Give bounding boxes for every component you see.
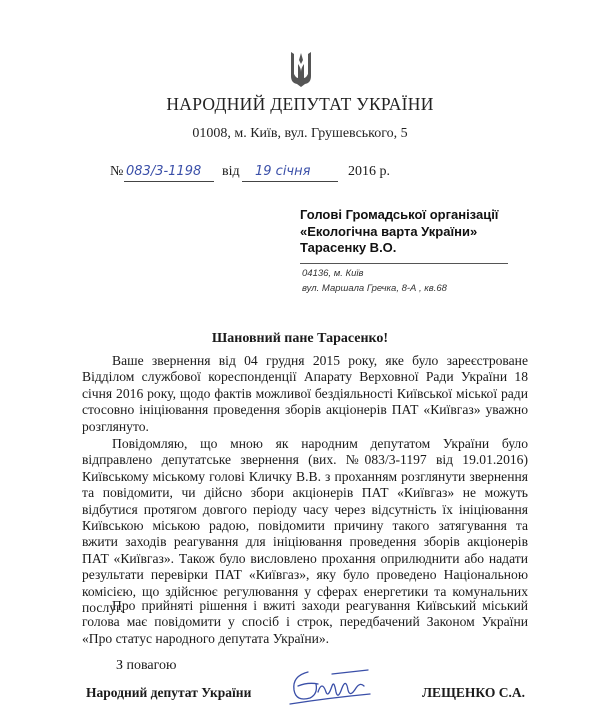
date-underline: [242, 181, 338, 182]
registration-number: 083/3-1198: [126, 164, 202, 179]
paragraph-2: [82, 436, 528, 616]
recipient-address-street: вул. Маршала Гречка, 8-А , кв.68: [302, 283, 447, 294]
recipient-block: [300, 207, 498, 257]
trident-icon: [288, 50, 314, 88]
registration-year: 2016 р.: [348, 164, 390, 179]
recipient-line-2: «Екологічна варта України»: [300, 223, 478, 239]
number-label: №: [110, 164, 124, 179]
org-address: 01008, м. Київ, вул. Грушевського, 5: [192, 126, 408, 141]
paragraph-1-text: Ваше звернення від 04 грудня 2015 року, яке було зареєстроване Відділом службової кореспонденції Апарату Верховної Ради України 18 січня 2016 року, щодо фактів можливої бездіяльності Київської міської ради стосовно ініціювання проведення зборів акціонерів ПАТ «Київгаз» уважно розглянуто.: [82, 353, 528, 434]
salutation: Шановний пане Тарасенко!: [211, 331, 389, 346]
date-label: від: [222, 164, 240, 179]
signature-icon: [288, 664, 372, 708]
number-underline: [124, 181, 214, 182]
paragraph-2-text: Повідомляю, що мною як народним депутатом України було відправлено депутатське звернення (вих. №083/3-1197 від 19.01.2016) Київському міському голові Кличку В.В. з проханням розглянути звернення та повідомити, чи дійсно збори акціонерів ПАТ «Київгаз» не можуть відбутися протягом довгого періоду часу через відсутність їх ініціювання Київською міською радою, повідомити причину такого затягування та вжити заходів реагування для ініціювання проведення зборів акціонерів ПАТ «Київгаз». Також було висловлено прохання оприлюднити або надати результати перевірки ПАТ «Київгаз», яку було проведено Національною комісією, що здійснює регулювання у сферах енергетики та комунальних послуг.: [82, 436, 528, 616]
recipient-divider: [300, 263, 508, 264]
paragraph-3: [82, 598, 528, 647]
registration-date: 19 січня: [255, 164, 311, 179]
recipient-name: Тарасенку В.О.: [300, 240, 397, 255]
signer-name: ЛЕЩЕНКО С.А.: [422, 685, 525, 700]
recipient-address: [302, 266, 447, 296]
closing-regards: З повагою: [116, 658, 177, 673]
signer-position: Народний депутат України: [86, 685, 252, 700]
org-title: НАРОДНИЙ ДЕПУТАТ УКРАЇНИ: [166, 94, 434, 114]
paragraph-3-text: Про прийняті рішення і вжиті заходи реагування Київський міський голова має повідомити у спосіб і строк, передбачений Законом України «Про статус народного депутата України».: [82, 598, 528, 646]
paragraph-1: [82, 353, 528, 435]
recipient-address-city: 04136, м. Київ: [302, 268, 364, 279]
recipient-line-1: Голові Громадської організації: [300, 207, 499, 222]
registration-line: [110, 164, 470, 184]
